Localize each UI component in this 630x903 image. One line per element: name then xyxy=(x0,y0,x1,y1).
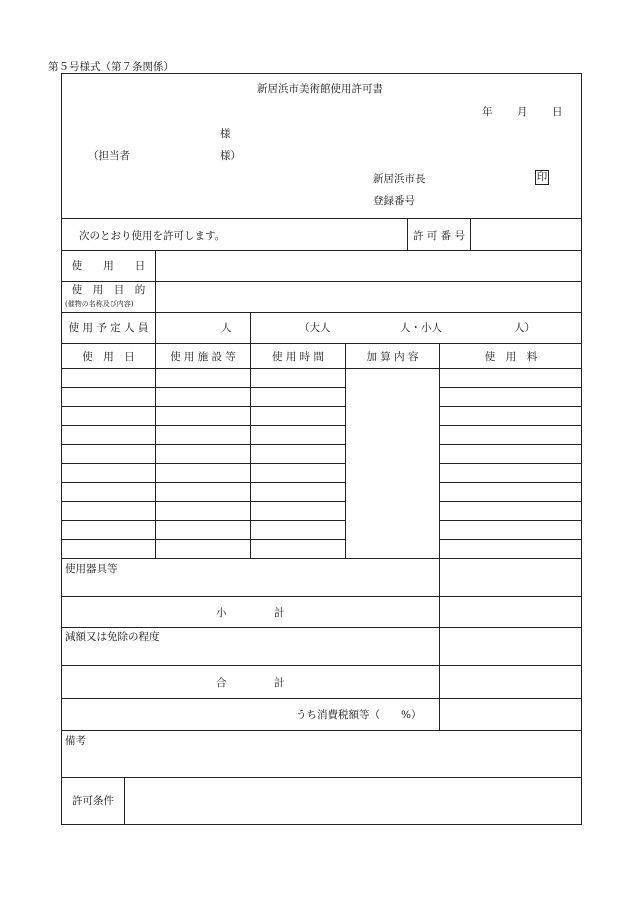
children-close: 人） xyxy=(514,322,535,334)
divider xyxy=(155,250,156,344)
divider xyxy=(439,343,440,730)
subtotal-label-left: 小 xyxy=(216,607,227,619)
conditions-label: 許可条件 xyxy=(72,795,114,807)
header-usage-time: 使 用 時 間 xyxy=(271,351,324,363)
table-row-line xyxy=(439,425,582,426)
document-title: 新居浜市美術館使用許可書 xyxy=(257,83,383,95)
divider xyxy=(61,343,582,344)
table-row-line xyxy=(61,406,345,407)
table-row-line xyxy=(439,539,582,540)
header-usage-date: 使 用 日 xyxy=(82,351,135,363)
registration-number-label: 登録番号 xyxy=(373,195,415,207)
divider xyxy=(61,250,582,251)
header-facility: 使 用 施 設 等 xyxy=(170,351,236,363)
date-year: 年 xyxy=(482,106,493,118)
divider xyxy=(470,218,471,250)
table-row-line xyxy=(61,444,345,445)
divider xyxy=(124,777,125,825)
equipment-label: 使用器具等 xyxy=(65,563,118,575)
table-row-line xyxy=(61,539,345,540)
table-row-line xyxy=(61,425,345,426)
divider xyxy=(61,627,582,628)
table-row-line xyxy=(439,463,582,464)
divider xyxy=(61,312,582,313)
usage-date-label: 使 用 日 xyxy=(71,260,146,272)
divider xyxy=(155,343,156,558)
reduction-label: 減額又は免除の程度 xyxy=(65,631,160,643)
header-fee: 使 用 料 xyxy=(484,351,538,363)
table-row-line xyxy=(439,387,582,388)
header-additions: 加 算 内 容 xyxy=(366,351,419,363)
divider xyxy=(61,777,582,778)
table-row-line xyxy=(61,520,345,521)
subtotal-label-right: 計 xyxy=(274,607,285,619)
divider xyxy=(61,698,582,699)
table-row-line xyxy=(439,482,582,483)
children-label: 人・小人 xyxy=(400,322,442,334)
divider xyxy=(61,368,582,369)
contact-person-label: （担当者 xyxy=(88,150,130,162)
divider xyxy=(61,730,582,731)
table-row-line xyxy=(61,501,345,502)
total-label-left: 合 xyxy=(216,677,227,689)
divider xyxy=(345,343,346,558)
table-row-line xyxy=(61,463,345,464)
date-month: 月 xyxy=(517,106,528,118)
table-row-line xyxy=(439,520,582,521)
addressee-sama: 様 xyxy=(220,128,231,140)
permit-number-label: 許 可 番 号 xyxy=(412,230,465,242)
contact-person-sama: 様） xyxy=(220,150,241,162)
seal-mark: 印 xyxy=(536,171,548,183)
issuer-mayor: 新居浜市長 xyxy=(373,173,426,185)
tax-label: うち消費税額等（ %） xyxy=(296,709,422,721)
purpose-value[interactable] xyxy=(162,290,572,303)
table-row-line xyxy=(61,387,345,388)
remarks-label: 備考 xyxy=(65,735,86,747)
adults-label: （大人 xyxy=(299,322,331,334)
divider xyxy=(250,312,251,558)
divider xyxy=(61,596,582,597)
form-reference: 第５号様式（第７条関係） xyxy=(48,61,174,73)
divider xyxy=(61,665,582,666)
purpose-label: 使 用 目 的 xyxy=(71,284,146,296)
expected-people-label: 使 用 予 定 人 員 xyxy=(68,322,149,334)
divider xyxy=(61,218,582,219)
date-day: 日 xyxy=(552,106,563,118)
divider xyxy=(61,558,582,559)
table-row-line xyxy=(439,444,582,445)
table-row-line xyxy=(439,406,582,407)
table-row-line xyxy=(439,501,582,502)
total-label-right: 計 xyxy=(274,677,285,689)
usage-date-value[interactable] xyxy=(162,260,572,273)
divider xyxy=(61,281,582,282)
purpose-sublabel: (催物の名称及び内容) xyxy=(65,300,134,308)
people-unit: 人 xyxy=(221,322,232,334)
table-row-line xyxy=(61,482,345,483)
permit-statement: 次のとおり使用を許可します。 xyxy=(79,230,226,242)
